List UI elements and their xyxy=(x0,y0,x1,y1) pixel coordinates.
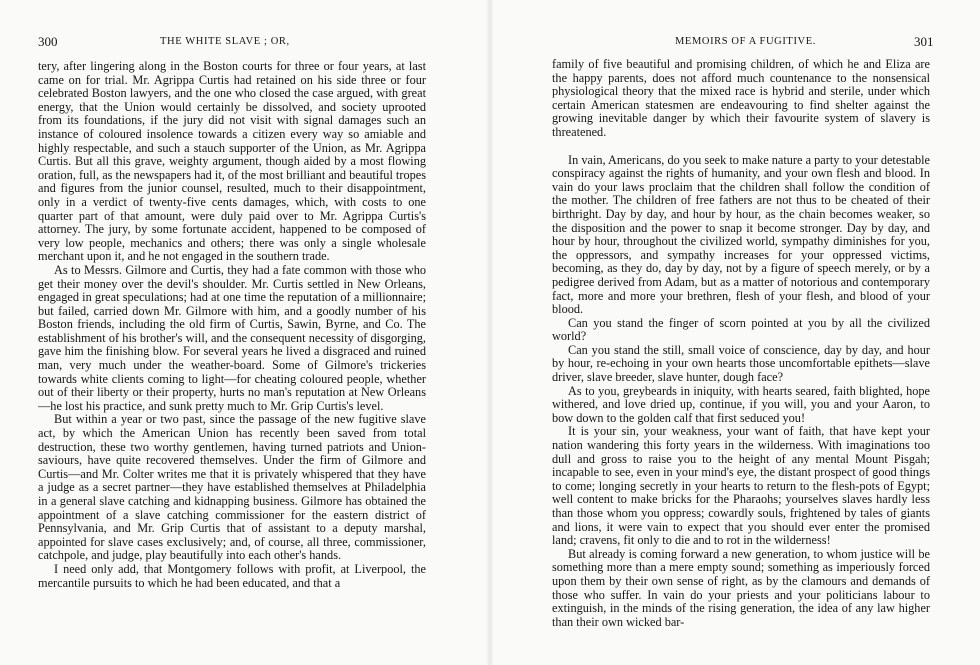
paragraph: As to you, greybeards in iniquity, with hearts seared, faith blighted, hope withered, and love dried up, continue, if you will, you and your Aaron, to bow down to the golden calf that first seduced you! xyxy=(552,383,930,425)
paragraph: In vain, Americans, do you seek to make nature a party to your detestable conspiracy against the rights of humanity, and your own flesh and blood. In vain do your laws proclaim that the children shall follow the condition of the mother. The children of free fathers are not thus to be cheated of their birthright. Day by day, and hour by hour, as the chain becomes weaker, so the disposition and the power to snap it become stronger. Day by day, and hour by hour, throughout the civilized world, sympathy diminishes for you, the oppressors, and sympathy increases for your oppressed victims, becoming, as they do, day by day, not by a figure of speech merely, or by a pedigree derived from Adam, but as a matter of notorious and contemporary fact, more and more your brethren, flesh of your flesh, and blood of your blood. xyxy=(552,152,930,317)
right-running-title: MEMOIRS OF A FUGITIVE. xyxy=(675,36,816,47)
paragraph: tery, after lingering along in the Boston courts for three or four years, at last came on for trial. Mr. Agrippa Curtis had retained on his side three or four celebrated Boston lawyers, and the one who closed the case argued, with great energy, that the Union would certainly be dissolved, and society uprooted from its foundations, if the jury did not visit with signal damages such an instance of coloured insolence towards a citizen every way so amiable and highly respectable, and such a stauch supporter of the Union, as Mr. Agrippa Curtis. But all this grave, weighty argument, though aided by a most flowing oration, full, as the newspapers had it, of the most brilliant and beautiful tropes and figures from the junior counsel, resulted, much to their disappointment, only in a verdict of twenty-five cents damages, which, with costs to one quarter part of that amount, were duly paid over to Mr. Agrippa Curtis's attorney. The jury, by some fortunate accident, happened to be composed of very low people, mechanics and others; there was only a single wholesale merchant upon it, and he not engaged in the southern trade. xyxy=(38,59,426,264)
paragraph: I need only add, that Montgomery follows with profit, at Liverpool, the mercantile pursuits to which he had been educated, and that a xyxy=(38,561,426,590)
paragraph: It is your sin, your weakness, your want of faith, that have kept your nation wandering this forty years in the wilderness. With imaginations too dull and gross to raise you to the height of any mental Mount Pisgah; incapable to see, even in your mind's eye, the distant prospect of good things to come; longing secretly in your hearts to return to the flesh-pots of Egypt; well content to make bricks for the Pharaohs; yourselves slaves hardly less than those whom you oppress; cowardly souls, frightened by tales of giants and lions, it were vain to expect that you should ever enter the promised land; cravens, fit only to die and to rot in the wilderness! xyxy=(552,424,930,548)
paragraph: But already is coming forward a new generation, to whom justice will be something more than a mere empty sound; something as imperiously forced upon them by their own sense of right, as by the clamours and demands of those who suffer. In vain do your priests and your politicians labour to extinguish, in the minds of the rising generation, the idea of any law higher than their own wicked bar- xyxy=(552,546,930,629)
paragraph: Can you stand the still, small voice of conscience, day by day, and hour by hour, re-echoing in your own hearts those uncomfortable epithets—slave driver, slave breeder, slave hunter, dough face? xyxy=(552,342,930,385)
left-body-text xyxy=(38,60,426,590)
right-body-text xyxy=(552,58,930,629)
left-running-title: THE WHITE SLAVE ; OR, xyxy=(160,36,290,47)
right-page-number: 301 xyxy=(914,34,934,49)
paragraph: As to Messrs. Gilmore and Curtis, they had a fate common with those who get their money over the devil's shoulder. Mr. Curtis settled in New Orleans, engaged in great speculations; had at one time the reputation of a millionnaire; but failed, carried down Mr. Gilmore with him, and a goodly number of his Boston friends, including the old firm of Curtis, Sawin, Byrne, and Co. The establishment of his brother's will, and the consequent necessity of disgorging, gave him the finishing blow. For several years he lived a disgraced and ruined man, very much under the weather-board. Some of Gilmore's trickeries towards white clients coming to light—for cheating coloured people, whether out of their liberty or their property, hurts no man's reputation at New Orleans—he lost his practice, and sunk pretty much to Mr. Grip Curtis's level. xyxy=(38,262,426,413)
right-page xyxy=(490,0,980,665)
paragraph: Can you stand the finger of scorn pointed at you by all the civilized world? xyxy=(552,315,930,344)
paragraph: But within a year or two past, since the passage of the new fugitive slave act, by which the American Union has recently been saved from total destruction, these two worthy gentlemen, having turned patriots and Union-saviours, have quite recovered themselves. Under the firm of Gilmore and Curtis—and Mr. Colter writes me that it is privately whispered that they have a judge as a secret partner—they have established themselves at Philadelphia in a general slave catching and kidnapping business. Gilmore has obtained the appointment of a slave catching commissioner for the eastern district of Pennsylvania, and Mr. Grip Curtis that of assistant to a deputy marshal, appointed for slave cases exclusively; and, of course, all three, commissioner, catchpole, and judge, play beautifully into each other's hands. xyxy=(38,412,426,563)
left-page-number: 300 xyxy=(38,34,58,49)
paragraph: family of five beautiful and promising children, of which he and Eliza are the happy parents, does not afford much countenance to the nonsensical physiological theory that the mixed race is hybrid and sterile, under which certain American statesmen are endeavouring to find shelter against the growing inevitable danger by which their favourite system of slavery is threatened. xyxy=(552,57,930,139)
